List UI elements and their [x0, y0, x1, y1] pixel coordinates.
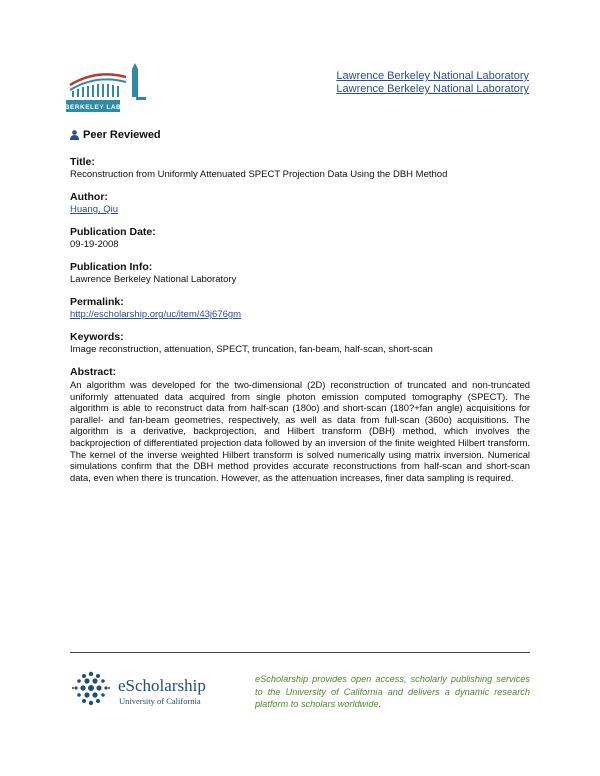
- peer-reviewed: [70, 129, 161, 141]
- escholarship-logo[interactable]: [70, 666, 240, 714]
- author-label: Author:: [70, 191, 108, 203]
- keywords-label: Keywords:: [70, 331, 124, 343]
- author-section: [70, 191, 530, 216]
- logo-text: BERKELEY LAB: [66, 104, 122, 111]
- lab-link-1[interactable]: Lawrence Berkeley National Laboratory: [336, 70, 529, 82]
- abstract-section: [70, 366, 530, 483]
- pubinfo-label: Publication Info:: [70, 261, 153, 273]
- title-value: Reconstruction from Uniformly Attenuated SPECT Projection Data Using the DBH Method: [70, 169, 448, 180]
- keywords-section: [70, 331, 530, 356]
- title-label: Title:: [70, 156, 95, 168]
- dot-cluster-icon: [72, 672, 110, 705]
- footer-divider: [70, 652, 530, 653]
- keywords-value: Image reconstruction, attenuation, SPECT, truncation, fan-beam, half-scan, short-scan: [70, 344, 433, 355]
- permalink-section: [70, 296, 530, 321]
- abstract-text: An algorithm was developed for the two-dimensional (2D) reconstruction of truncated and non-truncated uniformly attenuated data acquired from single photon emission computed tomography (SPECT). The algorithm is able to reconstruct data from half-scan (180o) and short-scan (180?+fan angle) acquisitions for parallel- and fan-beam geometries, respectively, as well as data from full-scan (360o) acquisitions. The algorithm is a derivative, backprojection, and Hilbert transform (DBH) method, which involves the backprojection of differentiated projection data followed by an inversion of the finite weighted Hilbert transform. The kernel of the inverse weighted Hilbert transform is solved numerically using matrix inversion. Numerical simulations confirm that the DBH method provides accurate reconstructions from half-scan and short-scan data, even when there is truncation. However, as the attenuation increases, finer data sampling is required.: [70, 379, 530, 483]
- brand-sub-text: University of California: [119, 696, 201, 706]
- title-section: [70, 156, 530, 181]
- escholarship-blurb: eScholarship provides open access, scholarly publishing services to the University of California and delivers a dynamic research platform to scholars worldwide.: [255, 674, 530, 709]
- brand-text: eScholarship: [118, 676, 206, 695]
- pubdate-section: [70, 226, 530, 251]
- pubdate-label: Publication Date:: [70, 226, 156, 238]
- permalink-link[interactable]: http://escholarship.org/uc/item/43j676gm: [70, 309, 242, 320]
- pubinfo-section: [70, 261, 530, 286]
- pubdate-value: 09-19-2008: [70, 239, 119, 250]
- abstract-label: Abstract:: [70, 366, 117, 378]
- permalink-label: Permalink:: [70, 296, 124, 308]
- person-icon: [70, 130, 79, 140]
- lab-links: [336, 70, 529, 96]
- author-link[interactable]: Huang, Qiu: [70, 204, 119, 215]
- pubinfo-value: Lawrence Berkeley National Laboratory: [70, 274, 237, 285]
- berkeley-lab-logo: [66, 63, 148, 115]
- lab-link-2[interactable]: Lawrence Berkeley National Laboratory: [336, 83, 529, 95]
- peer-reviewed-label: Peer Reviewed: [83, 129, 161, 141]
